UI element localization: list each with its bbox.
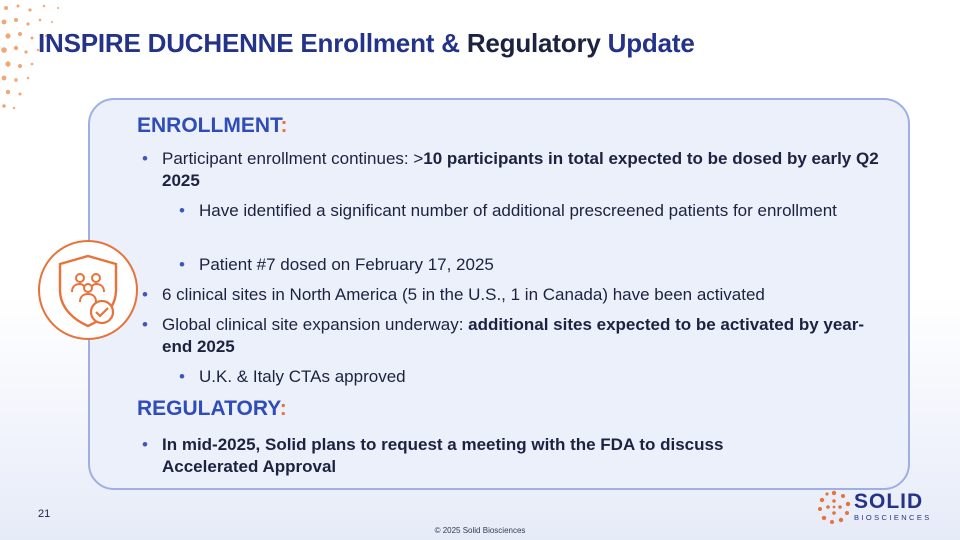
page-title bbox=[38, 28, 695, 59]
logo-name: SOLID bbox=[854, 490, 924, 513]
bullet-bold-text: In mid-2025, Solid plans to request a meeting with the FDA to discuss Accelerated Approval bbox=[162, 435, 724, 476]
bullet-bold-text: additional sites expected to be activated by year-end 2025 bbox=[162, 315, 865, 356]
enrollment-heading-colon: : bbox=[280, 114, 288, 137]
title-part-2: Regulatory bbox=[466, 28, 601, 58]
bullet-clinical-sites: • 6 clinical sites in North America (5 in the U.S., 1 in Canada) have been activated bbox=[162, 284, 882, 306]
bullet-bold-text: 10 participants in total expected to be dosed by early Q2 2025 bbox=[162, 149, 879, 190]
regulatory-heading bbox=[137, 397, 287, 421]
footer-copyright: © 2025 Solid Biosciences bbox=[434, 526, 526, 535]
logo-subtitle: BIOSCIENCES bbox=[854, 513, 932, 522]
enrollment-heading-text: ENROLLMENT bbox=[137, 114, 281, 137]
title-part-1: INSPIRE DUCHENNE Enrollment & bbox=[38, 28, 467, 58]
sub-bullet-prescreened: • Have identified a significant number of additional prescreened patients for enrollment bbox=[199, 200, 839, 222]
bullet-global-expansion bbox=[162, 314, 882, 358]
decorative-dots bbox=[0, 0, 80, 120]
solid-logo bbox=[816, 488, 932, 526]
bullet-text: Participant enrollment continues: > bbox=[162, 149, 424, 168]
sub-bullet-cta-approved: • U.K. & Italy CTAs approved bbox=[199, 366, 839, 388]
bullet-enrollment-participants bbox=[162, 148, 882, 192]
page-number: 21 bbox=[38, 508, 51, 520]
shield-people-check-icon bbox=[38, 240, 138, 340]
bullet-regulatory-fda bbox=[162, 434, 802, 478]
regulatory-heading-text: REGULATORY bbox=[137, 397, 280, 420]
bullet-text: Global clinical site expansion underway: bbox=[162, 315, 469, 334]
solid-logo-icon bbox=[816, 489, 852, 525]
enrollment-heading bbox=[137, 114, 288, 138]
title-part-3: Update bbox=[600, 28, 695, 58]
regulatory-heading-colon: : bbox=[279, 397, 287, 420]
sub-bullet-patient-7: • Patient #7 dosed on February 17, 2025 bbox=[199, 254, 839, 276]
